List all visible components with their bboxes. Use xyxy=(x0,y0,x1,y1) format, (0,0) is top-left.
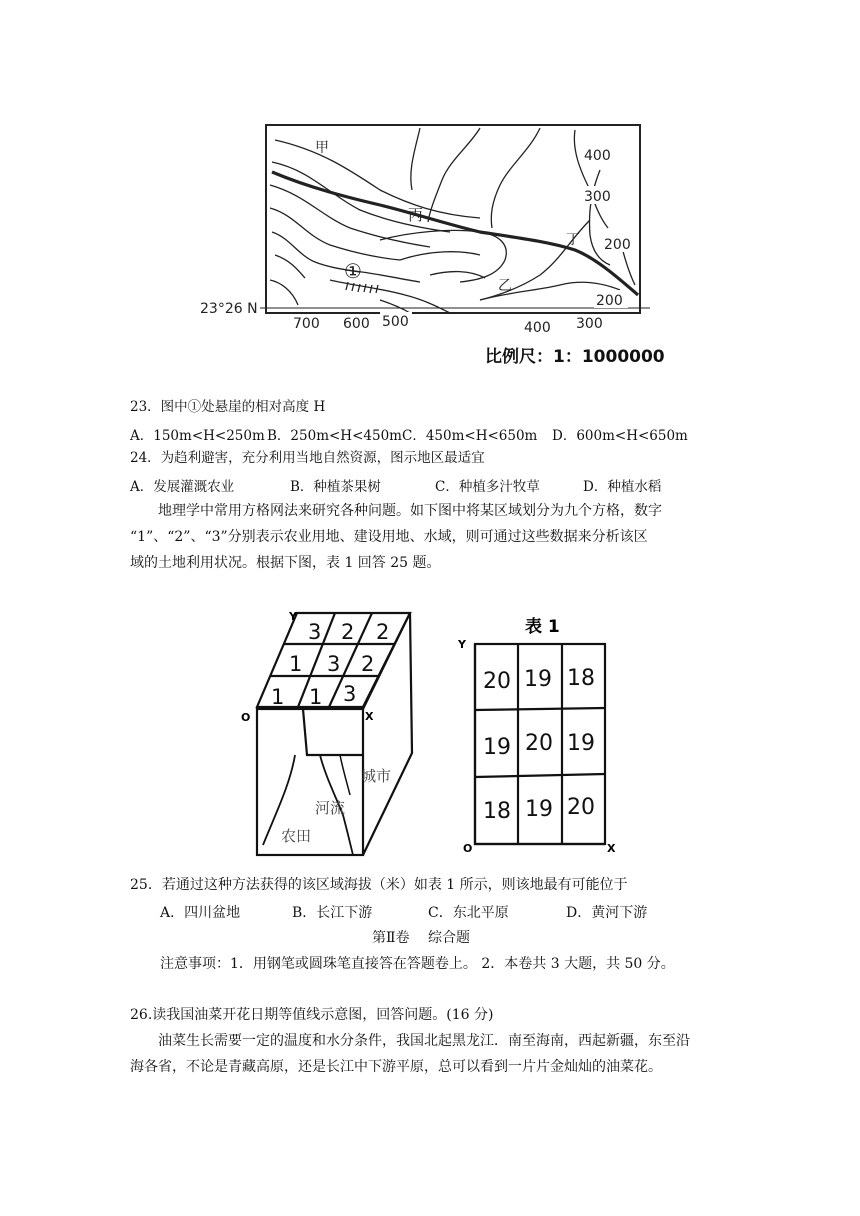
map-label-yi: 乙 xyxy=(498,278,512,294)
table-cell: 19 xyxy=(567,731,595,756)
grid-axis-o: O xyxy=(241,711,251,724)
table-cell: 20 xyxy=(525,731,553,756)
passage-line-2: “1”、“2”、“3”分别表示农业用地、建设用地、水域，则可通过这些数据来分析该区 xyxy=(130,529,648,545)
option-c[interactable]: C．东北平原 xyxy=(428,905,509,921)
section-2-notice: 注意事项：1．用钢笔或圆珠笔直接答在答题卷上。 2．本卷共 3 大题，共 50 分。 xyxy=(160,956,675,972)
contour-label: 700 xyxy=(293,316,320,332)
table-cell: 18 xyxy=(483,799,511,824)
question-26-stem: 26.读我国油菜开花日期等值线示意图，回答问题。(16 分) xyxy=(130,1007,494,1023)
contour-label: 300 xyxy=(576,316,603,332)
grid-cell: 2 xyxy=(341,620,355,644)
grid-axis-y: Y xyxy=(289,610,297,623)
grid-cell: 1 xyxy=(309,685,323,709)
option-d[interactable]: D．黄河下游 xyxy=(566,905,648,921)
question-26-line-1: 油菜生长需要一定的温度和水分条件，我国北起黑龙江．南至海南，西起新疆，东至沿 xyxy=(158,1033,690,1049)
label-farm: 农田 xyxy=(281,827,312,845)
grid-cell: 1 xyxy=(271,685,285,709)
question-23-stem: 23．图中①处悬崖的相对高度 H xyxy=(130,399,326,415)
question-25-stem: 25．若通过这种方法获得的该区域海拔（米）如表 1 所示，则该地最有可能位于 xyxy=(130,877,628,893)
passage-line-3: 域的土地利用状况。根据下图，表 1 回答 25 题。 xyxy=(130,555,441,571)
option-c[interactable]: C．种植多汁牧草 xyxy=(435,479,540,495)
option-b[interactable]: B．250m<H<450m xyxy=(267,428,402,444)
scale-label: 比例尺：1：1000000 xyxy=(485,347,665,367)
contour-label: 300 xyxy=(584,189,611,205)
option-a[interactable]: A．发展灌溉农业 xyxy=(130,479,235,495)
table-cell: 19 xyxy=(525,797,553,822)
passage-line-1: 地理学中常用方格网法来研究各种问题。如下图中将某区域划分为九个方格，数字 xyxy=(158,503,662,519)
contour-label: 500 xyxy=(382,314,409,330)
grid-method-figure xyxy=(235,605,435,860)
contour-label: 200 xyxy=(604,237,631,253)
table-axis-x: X xyxy=(607,842,616,855)
table-1-figure xyxy=(455,612,625,857)
table-cell: 20 xyxy=(567,795,595,820)
map-label-jia: 甲 xyxy=(315,140,329,156)
question-25-options xyxy=(160,902,720,920)
contour-label: 600 xyxy=(343,316,370,332)
option-a[interactable]: A．150m<H<250m xyxy=(130,428,265,444)
table-axis-o: O xyxy=(463,842,473,855)
contour-values-bottom xyxy=(292,312,606,336)
label-city: 城市 xyxy=(361,767,392,785)
map-label-ding: 丁 xyxy=(566,232,580,248)
latitude-label: 23°26 N xyxy=(200,301,258,317)
option-b[interactable]: B．长江下游 xyxy=(292,905,373,921)
contour-label: 200 xyxy=(596,293,623,309)
grid-cell: 2 xyxy=(361,652,375,676)
option-b[interactable]: B．种植茶果树 xyxy=(290,479,381,495)
grid-cell: 2 xyxy=(376,620,390,644)
question-24-stem: 24．为趋利避害，充分利用当地自然资源，图示地区最适宜 xyxy=(130,450,485,466)
map-label-circle-one: ① xyxy=(344,259,362,283)
table-cell: 18 xyxy=(567,666,595,691)
table-cell: 19 xyxy=(524,667,552,692)
question-24-options xyxy=(130,475,730,493)
question-23-options xyxy=(130,424,730,442)
grid-cell: 3 xyxy=(327,652,341,676)
question-26-line-2: 海各省，不论是青藏高原，还是长江中下游平原，总可以看到一片片金灿灿的油菜花。 xyxy=(130,1059,662,1075)
table-cell: 19 xyxy=(483,735,511,760)
contour-label: 400 xyxy=(584,148,611,164)
label-river: 河流 xyxy=(315,799,346,817)
contour-label: 400 xyxy=(524,320,551,336)
option-d[interactable]: D．种植水稻 xyxy=(583,479,662,495)
grid-cell: 1 xyxy=(289,652,303,676)
contour-map-figure xyxy=(180,110,670,372)
section-2-title: 第Ⅱ卷 综合题 xyxy=(372,930,470,946)
option-a[interactable]: A．四川盆地 xyxy=(160,905,241,921)
map-label-bing: 丙 xyxy=(408,206,424,224)
grid-axis-x: X xyxy=(365,710,374,723)
grid-cell: 3 xyxy=(308,620,322,644)
option-c[interactable]: C．450m<H<650m xyxy=(402,428,538,444)
table-1-title: 表 1 xyxy=(525,617,560,637)
grid-cell: 3 xyxy=(343,682,357,706)
option-d[interactable]: D．600m<H<650m xyxy=(552,428,688,444)
table-axis-y: Y xyxy=(458,638,466,651)
table-cell: 20 xyxy=(483,669,511,694)
